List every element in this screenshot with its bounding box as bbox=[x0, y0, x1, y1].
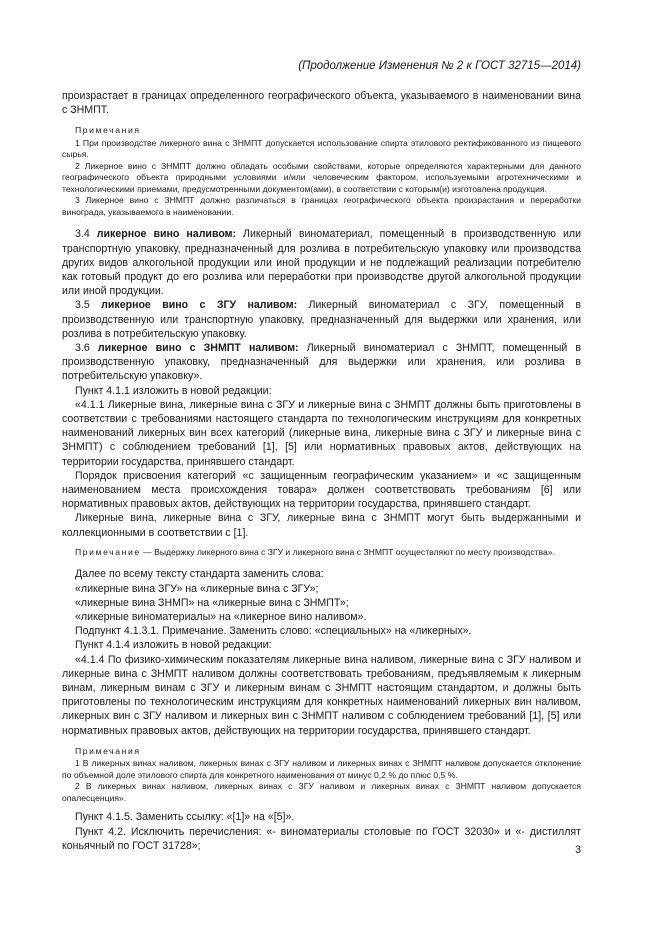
clause-4-2: Пункт 4.2. Исключить перечисления: «- виноматериалы столовые по ГОСТ 32030» и «- дистиллят коньячный по ГОСТ 31728»; bbox=[62, 825, 581, 852]
clause-4-1-4-text: «4.1.4 По физико-химическим показателям ликерные вина наливом, ликерные вина с ЗГУ наливом и ликерные вина с ЗНМПТ наливом должны соответствовать требованиям, предъявляемым к ликерным винам, ликерным винам с ЗГУ и ликерным винам с ЗНМПТ настоящим стандартом, и должны быть приготовлены по технологическим инструкциям для конкретных наименований ликерных вин наливом, ликерных вин с ЗГУ наливом и ликерных вин с ЗНМПТ наливом с соблюдением требований [1], [5] или нормативных правовых актов, действующих на территории государства, принявшего стандарт. bbox=[62, 653, 581, 737]
intro-paragraph: произрастает в границах определенного географического объекта, указываемого в наименовании вина с ЗНМПТ. bbox=[62, 90, 581, 117]
note-item: 2 Ликерное вино с ЗНМПТ должно обладать особыми свойствами, которые определяются характерными для данного географического объекта природными условиями и/или человеческим фактором, используемыми агротехническими и технологическими приемами, предусмотренными документом(ами), в соответствии с которым(и) изготовлена продукция. bbox=[62, 160, 581, 194]
replace-intro: Далее по всему тексту стандарта заменить слова: bbox=[75, 568, 324, 581]
clause-4-1-1-intro: Пункт 4.1.1 изложить в новой редакции: bbox=[75, 384, 272, 397]
replace-item: «ликерные вина ЗГУ» на «ликерные вина с ЗГУ»; bbox=[75, 582, 319, 595]
definition-number: 3.5 bbox=[75, 299, 90, 312]
definition-3-4 bbox=[62, 227, 581, 298]
definition-text: Ликерный виноматериал с ЗНМПТ, помещенный в производственную упаковку, предназначенный для выдержки или хранения, или розлива в потребительскую упаковку». bbox=[62, 342, 581, 383]
definition-number: 3.4 bbox=[75, 228, 90, 241]
note-item: 2 В ликерных винах наливом, ликерных винах с ЗГУ наливом и ликерных винах с ЗНМПТ наливом допускается опалесценция». bbox=[62, 781, 581, 803]
clause-4-1-1-text: «4.1.1 Ликерные вина, ликерные вина с ЗГУ и ликерные вина с ЗНМПТ должны быть приготовлены в соответствии с требованиями настоящего стандарта по технологическим инструкциям для конкретных наименований ликерных вин всех категорий (ликерные вина, ликерные вина с ЗГУ и ликерные вина с ЗНМПТ) с соблюдением требований [1], [5] или нормативных правовых актов, действующих на территории государства, принявшего стандарт. bbox=[62, 398, 581, 468]
clause-4-1-1-categories: Порядок присвоения категорий «с защищенным географическим указанием» и «с защищенным наименованием места происхождения товара» должен соответствовать требованиям [6] или нормативных правовых актов, действующих на территории государства, принявшего стандарт. bbox=[62, 469, 581, 511]
single-note bbox=[62, 547, 581, 559]
page-number: 3 bbox=[575, 844, 581, 856]
definition-3-5 bbox=[62, 298, 581, 341]
clause-4-1-5: Пункт 4.1.5. Заменить ссылку: «[1]» на «[5]». bbox=[75, 811, 295, 824]
note-item: 3 Ликерное вино с ЗНМПТ должно различаться в границах географического объекта произрастания и переработки винограда, указываемого в наименовании. bbox=[62, 195, 581, 217]
note-label: Примечание bbox=[75, 546, 141, 557]
note-item: 1 В ликерных винах наливом, ликерных винах с ЗГУ наливом и ликерных винах с ЗНМПТ наливом допускается отклонение по объемной доле этилового спирта для конкретного наименования от минус 0,2 % до плюс 0,5 %. bbox=[62, 758, 581, 780]
clause-4-1-1-aged: Ликерные вина, ликерные вина с ЗГУ, ликерные вина с ЗНМПТ могут быть выдержанными и коллекционными в соответствии с [1]. bbox=[62, 512, 581, 539]
definition-3-6 bbox=[62, 341, 581, 384]
definition-text: Ликерный виноматериал с ЗГУ, помещенный в производственную или транспортную упаковку, предназначенный для выдержки или хранения, или розлива в потребительскую упаковку. bbox=[62, 299, 581, 340]
notes-title: Примечания bbox=[75, 745, 141, 756]
definition-term: ликерное вино наливом: bbox=[96, 228, 237, 241]
continuation-header: (Продолжение Изменения № 2 к ГОСТ 32715—2014) bbox=[298, 60, 581, 72]
notes-title: Примечания bbox=[75, 125, 141, 136]
definition-number: 3.6 bbox=[75, 342, 90, 355]
replace-item: «ликерные вина ЗНМП» на «ликерные вина с ЗНМПТ»; bbox=[75, 596, 349, 609]
definition-text: Ликерный виноматериал, помещенный в производственную или транспортную упаковку, предназначенный для розлива в потребительскую упаковку или производства других видов алкогольной продукции или иной продукции и не подлежащий реализации потребителю как готовый продукт до его розлива или переработки при производстве другой алкогольной продукции или иной продукции. bbox=[62, 228, 581, 298]
subclause-4-1-3-1: Подпункт 4.1.3.1. Примечание. Заменить слово: «специальных» на «ликерных». bbox=[75, 625, 472, 638]
replace-item: «ликерные виноматериалы» на «ликерное вино наливом». bbox=[75, 610, 367, 623]
definition-term: ликерное вино с ЗГУ наливом: bbox=[101, 299, 298, 312]
note-item: 1 При производстве ликерного вина с ЗНМПТ допускается использование спирта этилового ректификованного из пищевого сырья. bbox=[62, 137, 581, 160]
clause-4-1-4-intro: Пункт 4.1.4 изложить в новой редакции: bbox=[75, 639, 272, 652]
note-text: — Выдержку ликерного вина с ЗГУ и ликерного вина с ЗНМПТ осуществляют по месту производства». bbox=[140, 546, 555, 557]
definition-term: ликерное вино с ЗНМПТ наливом: bbox=[97, 342, 299, 355]
